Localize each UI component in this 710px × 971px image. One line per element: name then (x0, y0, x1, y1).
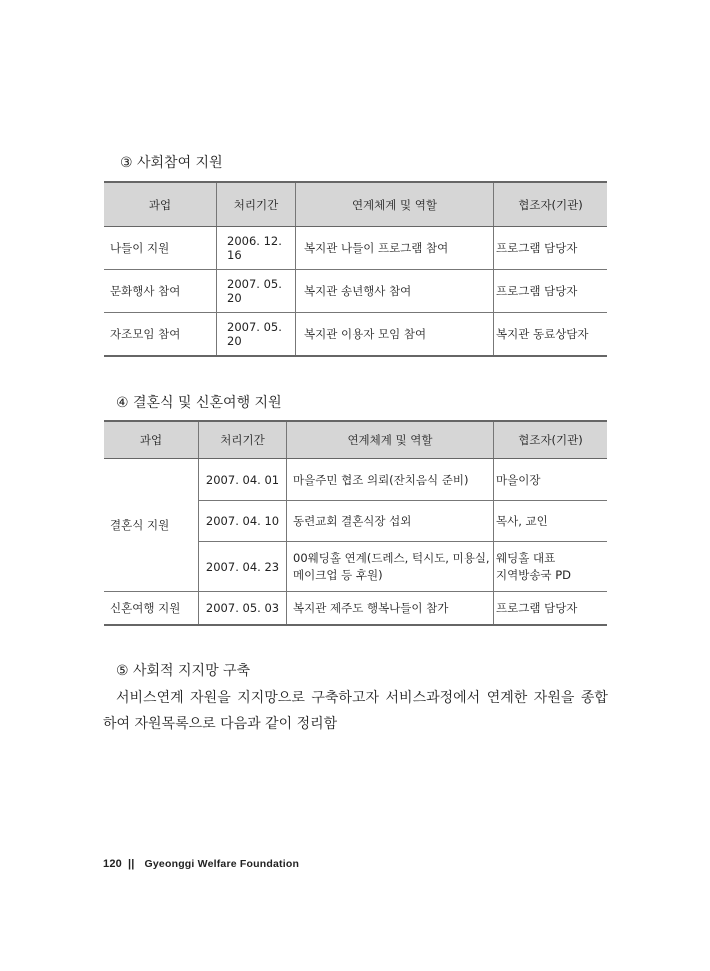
cell-helper-line1: 웨딩홀 대표 (496, 550, 556, 565)
page-number: 120 (103, 858, 122, 870)
cell-role: 복지관 송년행사 참여 (296, 270, 494, 313)
word: 서비스과정에서 (385, 690, 481, 706)
cell-role: 복지관 이용자 모임 참여 (296, 313, 494, 356)
cell-helper: 프로그램 담당자 (494, 227, 608, 270)
page-footer (103, 858, 299, 870)
cell-task: 나들이 지원 (104, 227, 217, 270)
cell-period: 2007. 04. 01 (199, 459, 287, 501)
header-helper: 협조자(기관) (494, 182, 608, 227)
word: 연계한 (486, 690, 528, 706)
cell-helper: 마을이장 (494, 459, 608, 501)
table-row (104, 227, 607, 270)
cell-helper: 프로그램 담당자 (494, 592, 608, 625)
wedding-support-table (104, 420, 607, 626)
paragraph-line1 (103, 685, 608, 711)
word: 종합 (580, 690, 608, 706)
section5-heading: ⑤ 사회적 지지망 구축 (116, 663, 251, 679)
word: 구축하고자 (311, 690, 379, 706)
paragraph-line2: 하여 자원목록으로 다음과 같이 정리함 (103, 716, 338, 732)
table-row (104, 313, 607, 356)
cell-period: 2007. 04. 23 (199, 542, 287, 592)
cell-role: 동련교회 결혼식장 섭외 (287, 501, 494, 542)
cell-period: 2007. 05. 03 (199, 592, 287, 625)
section4-heading: ④ 결혼식 및 신혼여행 지원 (116, 395, 282, 411)
cell-role-line2: 메이크업 등 후원) (293, 567, 383, 582)
cell-period: 2007. 04. 10 (199, 501, 287, 542)
cell-role: 마을주민 협조 의뢰(잔치음식 준비) (287, 459, 494, 501)
cell-helper-line2: 지역방송국 PD (496, 567, 571, 582)
cell-period: 2007. 05. 20 (217, 270, 296, 313)
word: 지지망으로 (237, 690, 305, 706)
table-header-row (104, 421, 607, 459)
cell-helper (494, 542, 608, 592)
cell-task: 자조모임 참여 (104, 313, 217, 356)
header-task: 과업 (104, 182, 217, 227)
table-row (104, 592, 607, 625)
cell-role: 복지관 제주도 행복나들이 참가 (287, 592, 494, 625)
cell-role (287, 542, 494, 592)
cell-period: 2006. 12. 16 (217, 227, 296, 270)
header-role: 연계체계 및 역할 (287, 421, 494, 459)
cell-role-line1: 00웨딩홀 연계(드레스, 턱시도, 미용실, (293, 550, 490, 565)
footer-org: Gyeonggi Welfare Foundation (144, 858, 300, 870)
cell-helper: 복지관 동료상담자 (494, 313, 608, 356)
cell-helper: 목사, 교인 (494, 501, 608, 542)
header-role: 연계체계 및 역할 (296, 182, 494, 227)
header-period: 처리기간 (217, 182, 296, 227)
section5-paragraph (103, 685, 608, 737)
cell-task-wedding: 결혼식 지원 (104, 459, 199, 592)
table-header-row (104, 182, 607, 227)
cell-task-honeymoon: 신혼여행 지원 (104, 592, 199, 625)
word: 자원을 (190, 690, 231, 706)
table-row (104, 270, 607, 313)
section3-heading: ③ 사회참여 지원 (120, 155, 223, 171)
table-row (104, 459, 607, 501)
header-period: 처리기간 (199, 421, 287, 459)
word: 서비스연계 (116, 690, 184, 706)
cell-task: 문화행사 참여 (104, 270, 217, 313)
word: 자원을 (533, 690, 575, 706)
header-task: 과업 (104, 421, 199, 459)
cell-period: 2007. 05. 20 (217, 313, 296, 356)
social-participation-table (104, 181, 607, 357)
footer-separator: || (127, 858, 135, 870)
cell-helper: 프로그램 담당자 (494, 270, 608, 313)
cell-role: 복지관 나들이 프로그램 참여 (296, 227, 494, 270)
header-helper: 협조자(기관) (494, 421, 608, 459)
